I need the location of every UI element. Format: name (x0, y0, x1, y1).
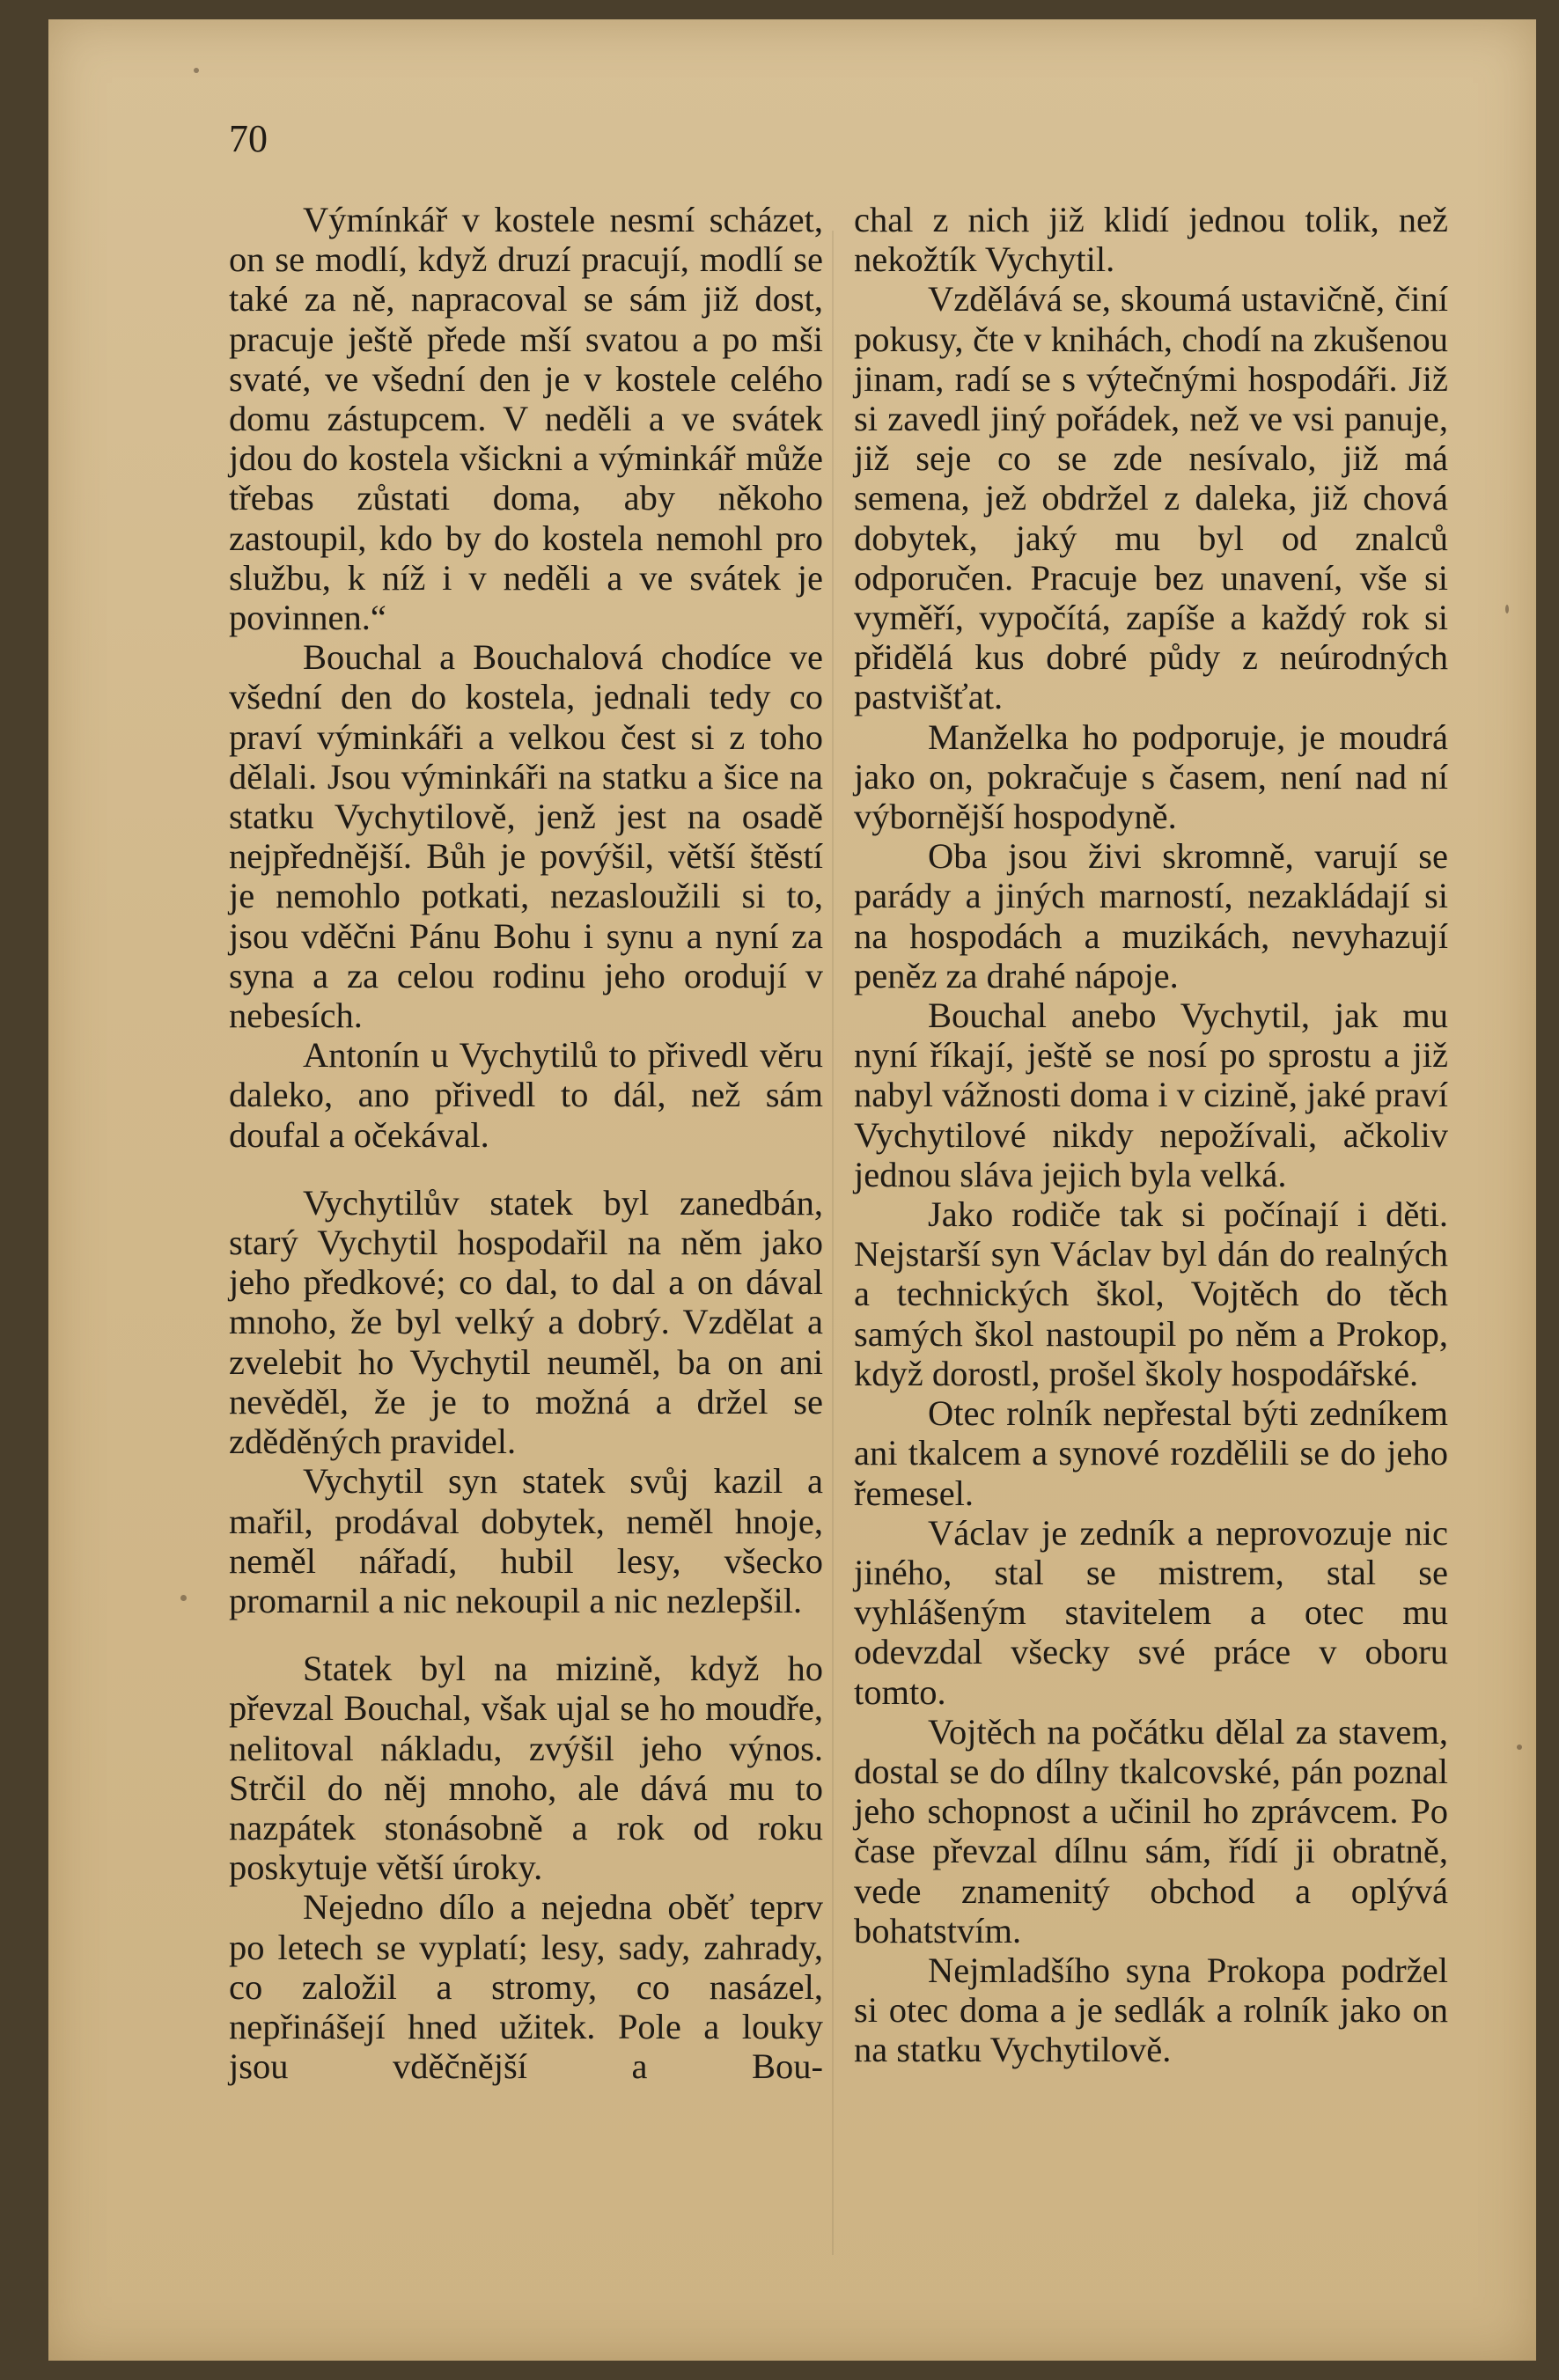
paragraph: Vychytil syn statek svůj kazil a mařil, prodával dobytek, neměl hnoje, neměl nářadí, hubil lesy, všecko promarnil a nic nekoupil a nic nezlepšil. (229, 1461, 823, 1620)
paper-speck (1517, 1745, 1522, 1750)
paragraph: Vojtěch na počátku dělal za stavem, dostal se do dílny tkalcovské, pán poznal jeho schopnost a učinil ho zprávcem. Po čase převzal dílnu sám, řídí ji obratně, vede znamenitý obchod a oplývá bohatstvím. (854, 1711, 1448, 1950)
paragraph: chal z nich již klidí jednou tolik, než nekožtík Vychytil. (854, 200, 1448, 280)
paragraph: Jako rodiče tak si počínají i děti. Nejstarší syn Václav byl dán do realných a technických škol, Vojtěch do těch samých škol nastoupil po něm a Prokop, když dorostl, prošel školy hospodářské. (854, 1194, 1448, 1393)
paragraph: Vzdělává se, skoumá ustavičně, činí pokusy, čte v knihách, chodí na zkušenou jinam, radí se s výtečnými hospodáři. Již si zavedl jiný pořádek, než ve vsi panuje, již seje co se zde nesívalo, již má semena, jež obdržel z daleka, již chová dobytek, jaký mu byl od znalců odporučen. Pracuje bez unavení, vše si vyměří, vypočítá, zapíše a každý rok si přidělá kus dobré půdy z neúrodných pastvišťat. (854, 279, 1448, 717)
paragraph: Otec rolník nepřestal býti zedníkem ani tkalcem a synové rozdělili se do jeho řemesel. (854, 1393, 1448, 1513)
paragraph: Nejedno dílo a nejedna oběť teprv po letech se vyplatí; lesy, sady, zahrady, co založil a stromy, co nasázel, nepřinášejí hned užitek. Pole a louky jsou vděčnější a Bou- (229, 1887, 823, 2087)
left-text-column (229, 200, 823, 2086)
paragraph: Manželka ho podporuje, je moudrá jako on, pokračuje s časem, není nad ní výbornější hospodyně. (854, 716, 1448, 837)
paragraph: Antonín u Vychytilů to přivedl věru daleko, ano přivedl to dál, než sám doufal a očekával. (229, 1035, 823, 1155)
paragraph: Bouchal a Bouchalová chodíce ve všední den do kostela, jednali tedy co praví výminkáři a velkou čest si z toho dělali. Jsou výminkáři na statku a šice na statku Vychytilově, jenž jest na osadě nejpřednější. Bůh je povýšil, větší štěstí je nemohlo potkati, nezasloužili si to, jsou vděčni Pánu Bohu i synu a nyní za syna a za celou rodinu jeho orodují v nebesích. (229, 637, 823, 1036)
paragraph: Nejmladšího syna Prokopa podržel si otec doma a je sedlák a rolník jako on na statku Vychytilově. (854, 1950, 1448, 2070)
paragraph: Vychytilův statek byl zanedbán, starý Vychytil hospodařil na něm jako jeho předkové; co dal, to dal a on dával mnoho, že byl velký a dobrý. Vzdělat a zvelebit ho Vychytil neuměl, ba on ani nevěděl, že je to možná a držel se zděděných pravidel. (229, 1182, 823, 1462)
paper-speck (1505, 605, 1509, 613)
right-text-column (854, 200, 1448, 2070)
paragraph: Oba jsou živi skromně, varují se parády a jiných marností, nezakládají si na hospodách a muzikách, nevyhazují peněz za drahé nápoje. (854, 836, 1448, 995)
paragraph: Statek byl na mizině, když ho převzal Bouchal, však ujal se ho moudře, nelitoval nákladu, zvýšil jeho výnos. Strčil do něj mnoho, ale dává mu to nazpátek stonásobně a rok od roku poskytuje větší úroky. (229, 1649, 823, 1888)
paper-speck (194, 68, 199, 73)
paragraph: Bouchal anebo Vychytil, jak mu nyní říkají, ještě se nosí po sprostu a již nabyl vážnosti doma i v cizině, jaké praví Vychytilové nikdy nepožívali, ačkoliv jednou sláva jejich byla velká. (854, 995, 1448, 1194)
paper-speck (180, 1595, 187, 1601)
book-page (48, 19, 1536, 2361)
paragraph: Výmínkář v kostele nesmí scházet, on se modlí, když druzí pracují, modlí se také za ně, napracoval se sám již dost, pracuje ještě přede mší svatou a po mši svaté, ve všední den je v kostele celého domu zástupcem. V neděli a ve svátek jdou do kostela všickni a výminkář může třebas zůstati doma, aby někoho zastoupil, kdo by do kostela nemohl pro službu, k níž i v neděli a ve svátek je povinnen.“ (229, 200, 823, 638)
column-divider (832, 231, 834, 2255)
page-number: 70 (229, 117, 268, 160)
paragraph: Václav je zedník a neprovozuje nic jiného, stal se mistrem, stal se vyhlášeným stavitelem a otec mu odevzdal všecky své práce v oboru tomto. (854, 1512, 1448, 1712)
